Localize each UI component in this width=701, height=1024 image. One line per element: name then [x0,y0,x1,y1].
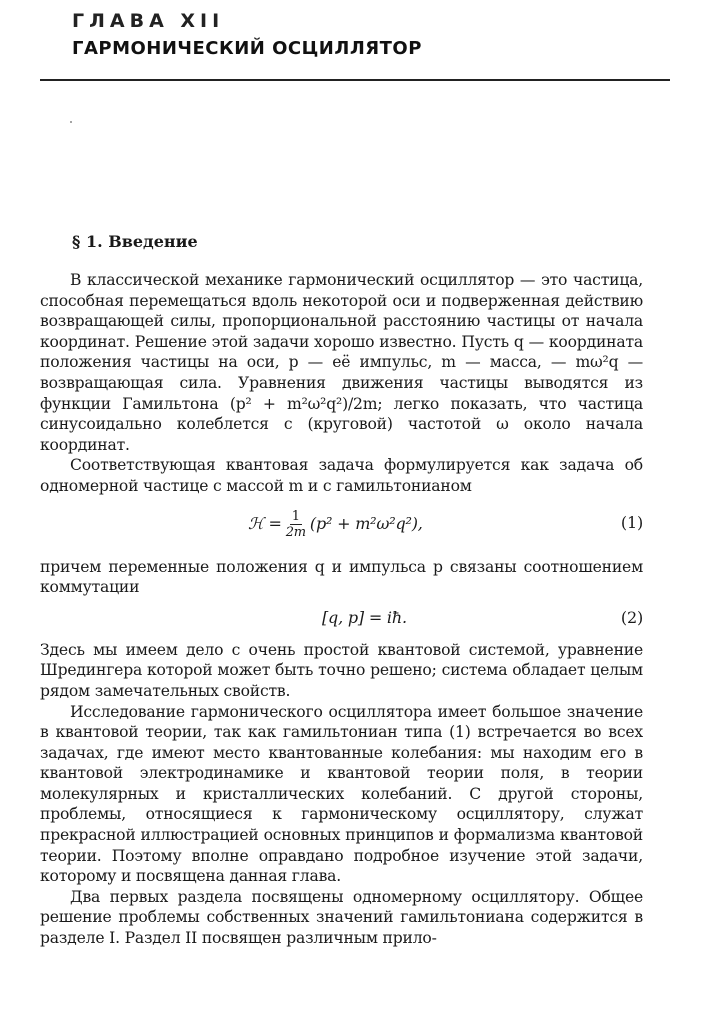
equation-2-number: (2) [620,607,643,627]
scan-speck [70,121,72,123]
equation-1-rhs: (p² + m²ω²q²), [309,513,423,533]
chapter-label: ГЛАВА XII [72,10,225,32]
equation-1-numerator: 1 [291,508,300,524]
equation-1 [40,501,643,553]
body-text [40,270,643,949]
paragraph-sections: Два первых раздела посвящены одномерному осциллятору. Общее решение проблемы собственных значений гамильтониана содержится в разделе I. Раздел II посвящен различным прило- [40,887,643,948]
equation-1-denominator: 2m [285,524,306,540]
equation-2-formula: [q, p] = iħ. [322,607,407,627]
equation-1-fraction [286,509,306,540]
equation-2 [40,602,643,636]
paragraph-commutation: причем переменные положения q и импульса p связаны соотношением коммутации [40,557,643,597]
equation-1-formula [248,509,423,540]
equation-1-lhs: ℋ = [248,513,282,533]
paragraph-importance: Исследование гармонического осциллятора имеет большое значение в квантовой теории, так как гамильтониан типа (1) встречается во всех задачах, где имеют место квантованные колебания: мы находим его в квантовой электродинамике и квантовой теории поля, в теории молекулярных и кристаллических колебаний. С другой стороны, проблемы, относящиеся к гармоническому осциллятору, служат прекрасной иллюстрацией основных принципов и формализма квантовой теории. Поэтому вполне оправдано подробное изучение этой задачи, которому и посвящена данная глава. [40,702,643,886]
paragraph-intro: В классической механике гармонический осциллятор — это частица, способная перемещаться вдоль некоторой оси и подверженная действию возвращающей силы, пропорциональной расстоянию частицы от начала координат. Решение этой задачи хорошо известно. Пусть q — координата положения частицы на оси, p — её импульс, m — масса, — mω²q — возвращающая сила. Уравнения движения частицы выводятся из функции Гамильтона (p² + m²ω²q²)/2m; легко показать, что частица синусоидально колеблется с (круговой) частотой ω около начала координат. [40,271,643,454]
equation-1-number: (1) [620,512,643,532]
paragraph-simple-system: Здесь мы имеем дело с очень простой квантовой системой, уравнение Шредингера которой может быть точно решено; система обладает целым рядом замечательных свойств. [40,640,643,700]
chapter-title: ГАРМОНИЧЕСКИЙ ОСЦИЛЛЯТОР [72,38,422,59]
section-heading: § 1. Введение [72,232,198,251]
header-rule [40,79,670,81]
paragraph-quantum-problem: Соответствующая квантовая задача формулируется как задача об одномерной частице с массой m и с гамильтонианом [40,456,643,495]
